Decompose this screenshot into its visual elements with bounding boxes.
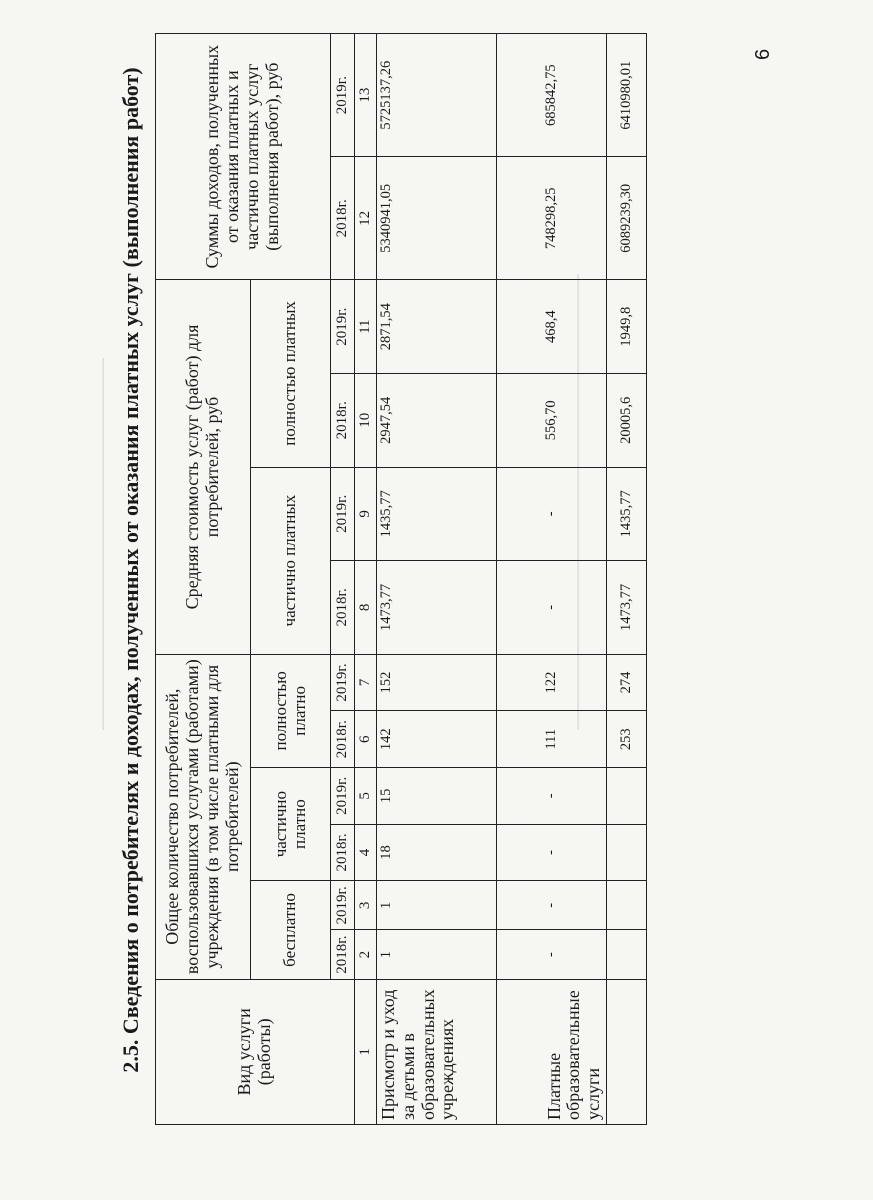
value-cell [607, 824, 647, 881]
year-cell: 2019г. [331, 34, 355, 157]
column-number: 3 [355, 881, 377, 930]
value-cell: 1435,77 [377, 467, 497, 561]
value-cell: 122 [497, 654, 607, 711]
header-consumers: Общее количество потребителей, воспользовавшихся услугами (работами) учреждения (в том числе платными для потребителей) [156, 654, 251, 979]
page-number: 6 [752, 48, 774, 60]
value-cell: 6410980,01 [607, 34, 647, 157]
value-cell: 152 [377, 654, 497, 711]
services-income-table [155, 33, 647, 1125]
value-cell: 253 [607, 711, 647, 768]
year-cell: 2019г. [331, 654, 355, 711]
value-cell: 15 [377, 768, 497, 825]
value-cell: - [497, 467, 607, 561]
value-cell: 2871,54 [377, 280, 497, 374]
year-cell: 2019г. [331, 881, 355, 930]
table-row [607, 34, 647, 1125]
value-cell: 1473,77 [377, 561, 497, 655]
header-avg-full: полностью платных [251, 280, 331, 467]
column-number: 13 [355, 34, 377, 157]
table-row [497, 34, 607, 1125]
value-cell: 468,4 [497, 280, 607, 374]
year-cell: 2019г. [331, 280, 355, 374]
value-cell: 5340941,05 [377, 157, 497, 280]
value-cell: 274 [607, 654, 647, 711]
year-cell: 2018г. [331, 373, 355, 467]
bleed-through-text: ——————————————————————————————— [95, 358, 109, 730]
value-cell: 1473,77 [607, 561, 647, 655]
value-cell: - [497, 768, 607, 825]
year-cell: 2019г. [331, 768, 355, 825]
header-avg-partial: частично платных [251, 467, 331, 654]
value-cell: 5725137,26 [377, 34, 497, 157]
column-number: 1 [355, 979, 377, 1124]
value-cell: 685842,75 [497, 34, 607, 157]
year-cell: 2019г. [331, 467, 355, 561]
column-number: 8 [355, 561, 377, 655]
header-average-cost: Средняя стоимость услуг (работ) для потребителей, руб [156, 280, 251, 654]
value-cell: 1949,8 [607, 280, 647, 374]
column-number: 11 [355, 280, 377, 374]
table-row [377, 34, 497, 1125]
header-service-type: Вид услуги (работы) [156, 979, 355, 1124]
row-service-label: Платные образовательные услуги [497, 979, 607, 1124]
row-service-label [607, 979, 647, 1124]
bleed-through-text: —————————————————————————————————————— [570, 274, 584, 730]
column-number: 6 [355, 711, 377, 768]
value-cell: 556,70 [497, 373, 607, 467]
column-number: 10 [355, 373, 377, 467]
column-number: 2 [355, 930, 377, 979]
value-cell: 2947,54 [377, 373, 497, 467]
value-cell: 1 [377, 881, 497, 930]
value-cell: 6089239,30 [607, 157, 647, 280]
value-cell: 18 [377, 824, 497, 881]
value-cell [607, 768, 647, 825]
value-cell: - [497, 824, 607, 881]
year-cell: 2018г. [331, 157, 355, 280]
value-cell: 20005,6 [607, 373, 647, 467]
header-income: Суммы доходов, полученных от оказания платных и частично платных услуг (выполнения работ), руб [156, 34, 331, 280]
page-title: 2.5. Сведения о потребителях и доходах, полученных от оказания платных услуг (выполнения работ) [118, 67, 143, 1073]
column-number: 7 [355, 654, 377, 711]
column-number: 4 [355, 824, 377, 881]
year-cell: 2018г. [331, 711, 355, 768]
year-cell: 2018г. [331, 561, 355, 655]
value-cell: 142 [377, 711, 497, 768]
value-cell: 111 [497, 711, 607, 768]
year-cell: 2018г. [331, 930, 355, 979]
value-cell [607, 881, 647, 930]
row-service-label: Присмотр и уход за детьми в образовательных учреждениях [377, 979, 497, 1124]
header-partial-paid: частично платно [251, 768, 331, 881]
value-cell: 1435,77 [607, 467, 647, 561]
value-cell: 748298,25 [497, 157, 607, 280]
column-number: 12 [355, 157, 377, 280]
header-full-paid: полностью платно [251, 654, 331, 767]
value-cell: 1 [377, 930, 497, 979]
value-cell [607, 930, 647, 979]
year-cell: 2018г. [331, 824, 355, 881]
column-number: 9 [355, 467, 377, 561]
value-cell: - [497, 930, 607, 979]
column-number: 5 [355, 768, 377, 825]
value-cell: - [497, 881, 607, 930]
value-cell: - [497, 561, 607, 655]
header-free: бесплатно [251, 881, 331, 979]
